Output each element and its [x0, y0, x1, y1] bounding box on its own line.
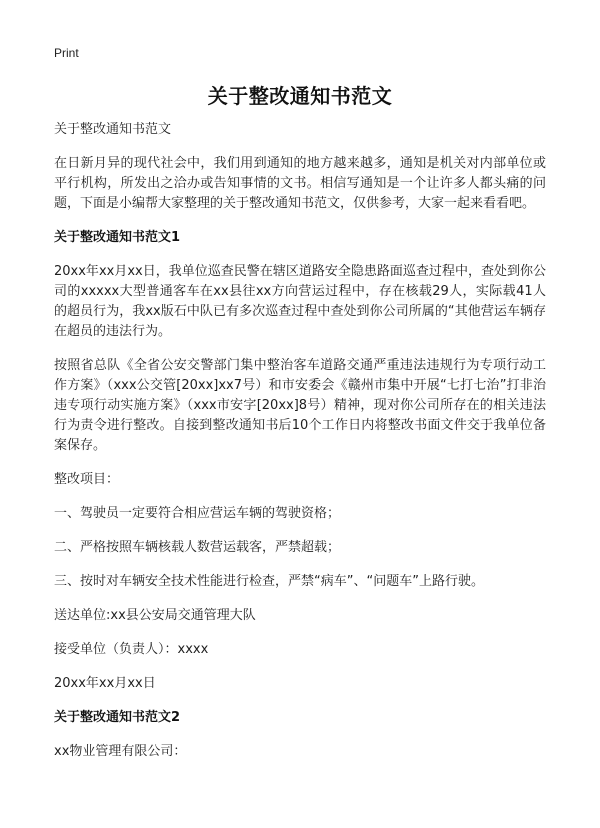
- items-heading: 整改项目：: [54, 472, 120, 487]
- list-item-1: 一、驾驶员一定要符合相应营运车辆的驾驶资格；: [54, 506, 341, 521]
- sender-line: 送达单位:xx县公安局交通管理大队: [54, 608, 256, 623]
- section2-heading: 关于整改通知书范文2: [54, 710, 181, 725]
- section2-paragraph-1: xx物业管理有限公司：: [54, 744, 187, 759]
- list-item-2: 二、严格按照车辆核载人数营运载客，严禁超载；: [54, 540, 341, 555]
- page-title: 关于整改通知书范文: [207, 84, 393, 108]
- receiver-line: 接受单位（负责人）：xxxx: [54, 642, 209, 657]
- date-line: 20xx年xx月xx日: [54, 676, 156, 691]
- document-subtitle: 关于整改通知书范文: [54, 122, 172, 137]
- document-body: [54, 120, 546, 776]
- intro-paragraph: 在日新月异的现代社会中，我们用到通知的地方越来越多，通知是机关对内部单位或平行机构，所发出之洽办或告知事情的文书。相信写通知是一个让许多人都头痛的问题，下面是小编帮大家整理的关于整改通知书范文，仅供参考，大家一起来看看吧。: [54, 156, 546, 211]
- list-item-3: 三、按时对车辆安全技术性能进行检查，严禁“病车”、“问题车”上路行驶。: [54, 574, 484, 589]
- section1-paragraph-2: 按照省总队《全省公安交警部门集中整治客车道路交通严重违法违规行为专项行动工作方案》（xxx公交管[20xx]xx7号）和市安委会《赣州市集中开展“七打七治”打非治违专项行动实施方案》（xxx市安字[20xx]8号）精神，现对你公司所存在的相关违法行为责令进行整改。自接到整改通知书后10个工作日内将整改书面文件交于我单位备案保存。: [54, 358, 546, 453]
- print-link[interactable]: Print: [54, 46, 79, 60]
- section1-heading: 关于整改通知书范文1: [54, 230, 181, 245]
- section1-paragraph-1: 20xx年xx月xx日，我单位巡查民警在辖区道路安全隐患路面巡查过程中，查处到你公司的xxxxx大型普通客车在xx县往xx方向营运过程中，存在核载29人，实际载41人的超员行为，我xx版石中队已有多次巡查过程中查处到你公司所属的“其他营运车辆存在超员的违法行为。: [54, 264, 546, 339]
